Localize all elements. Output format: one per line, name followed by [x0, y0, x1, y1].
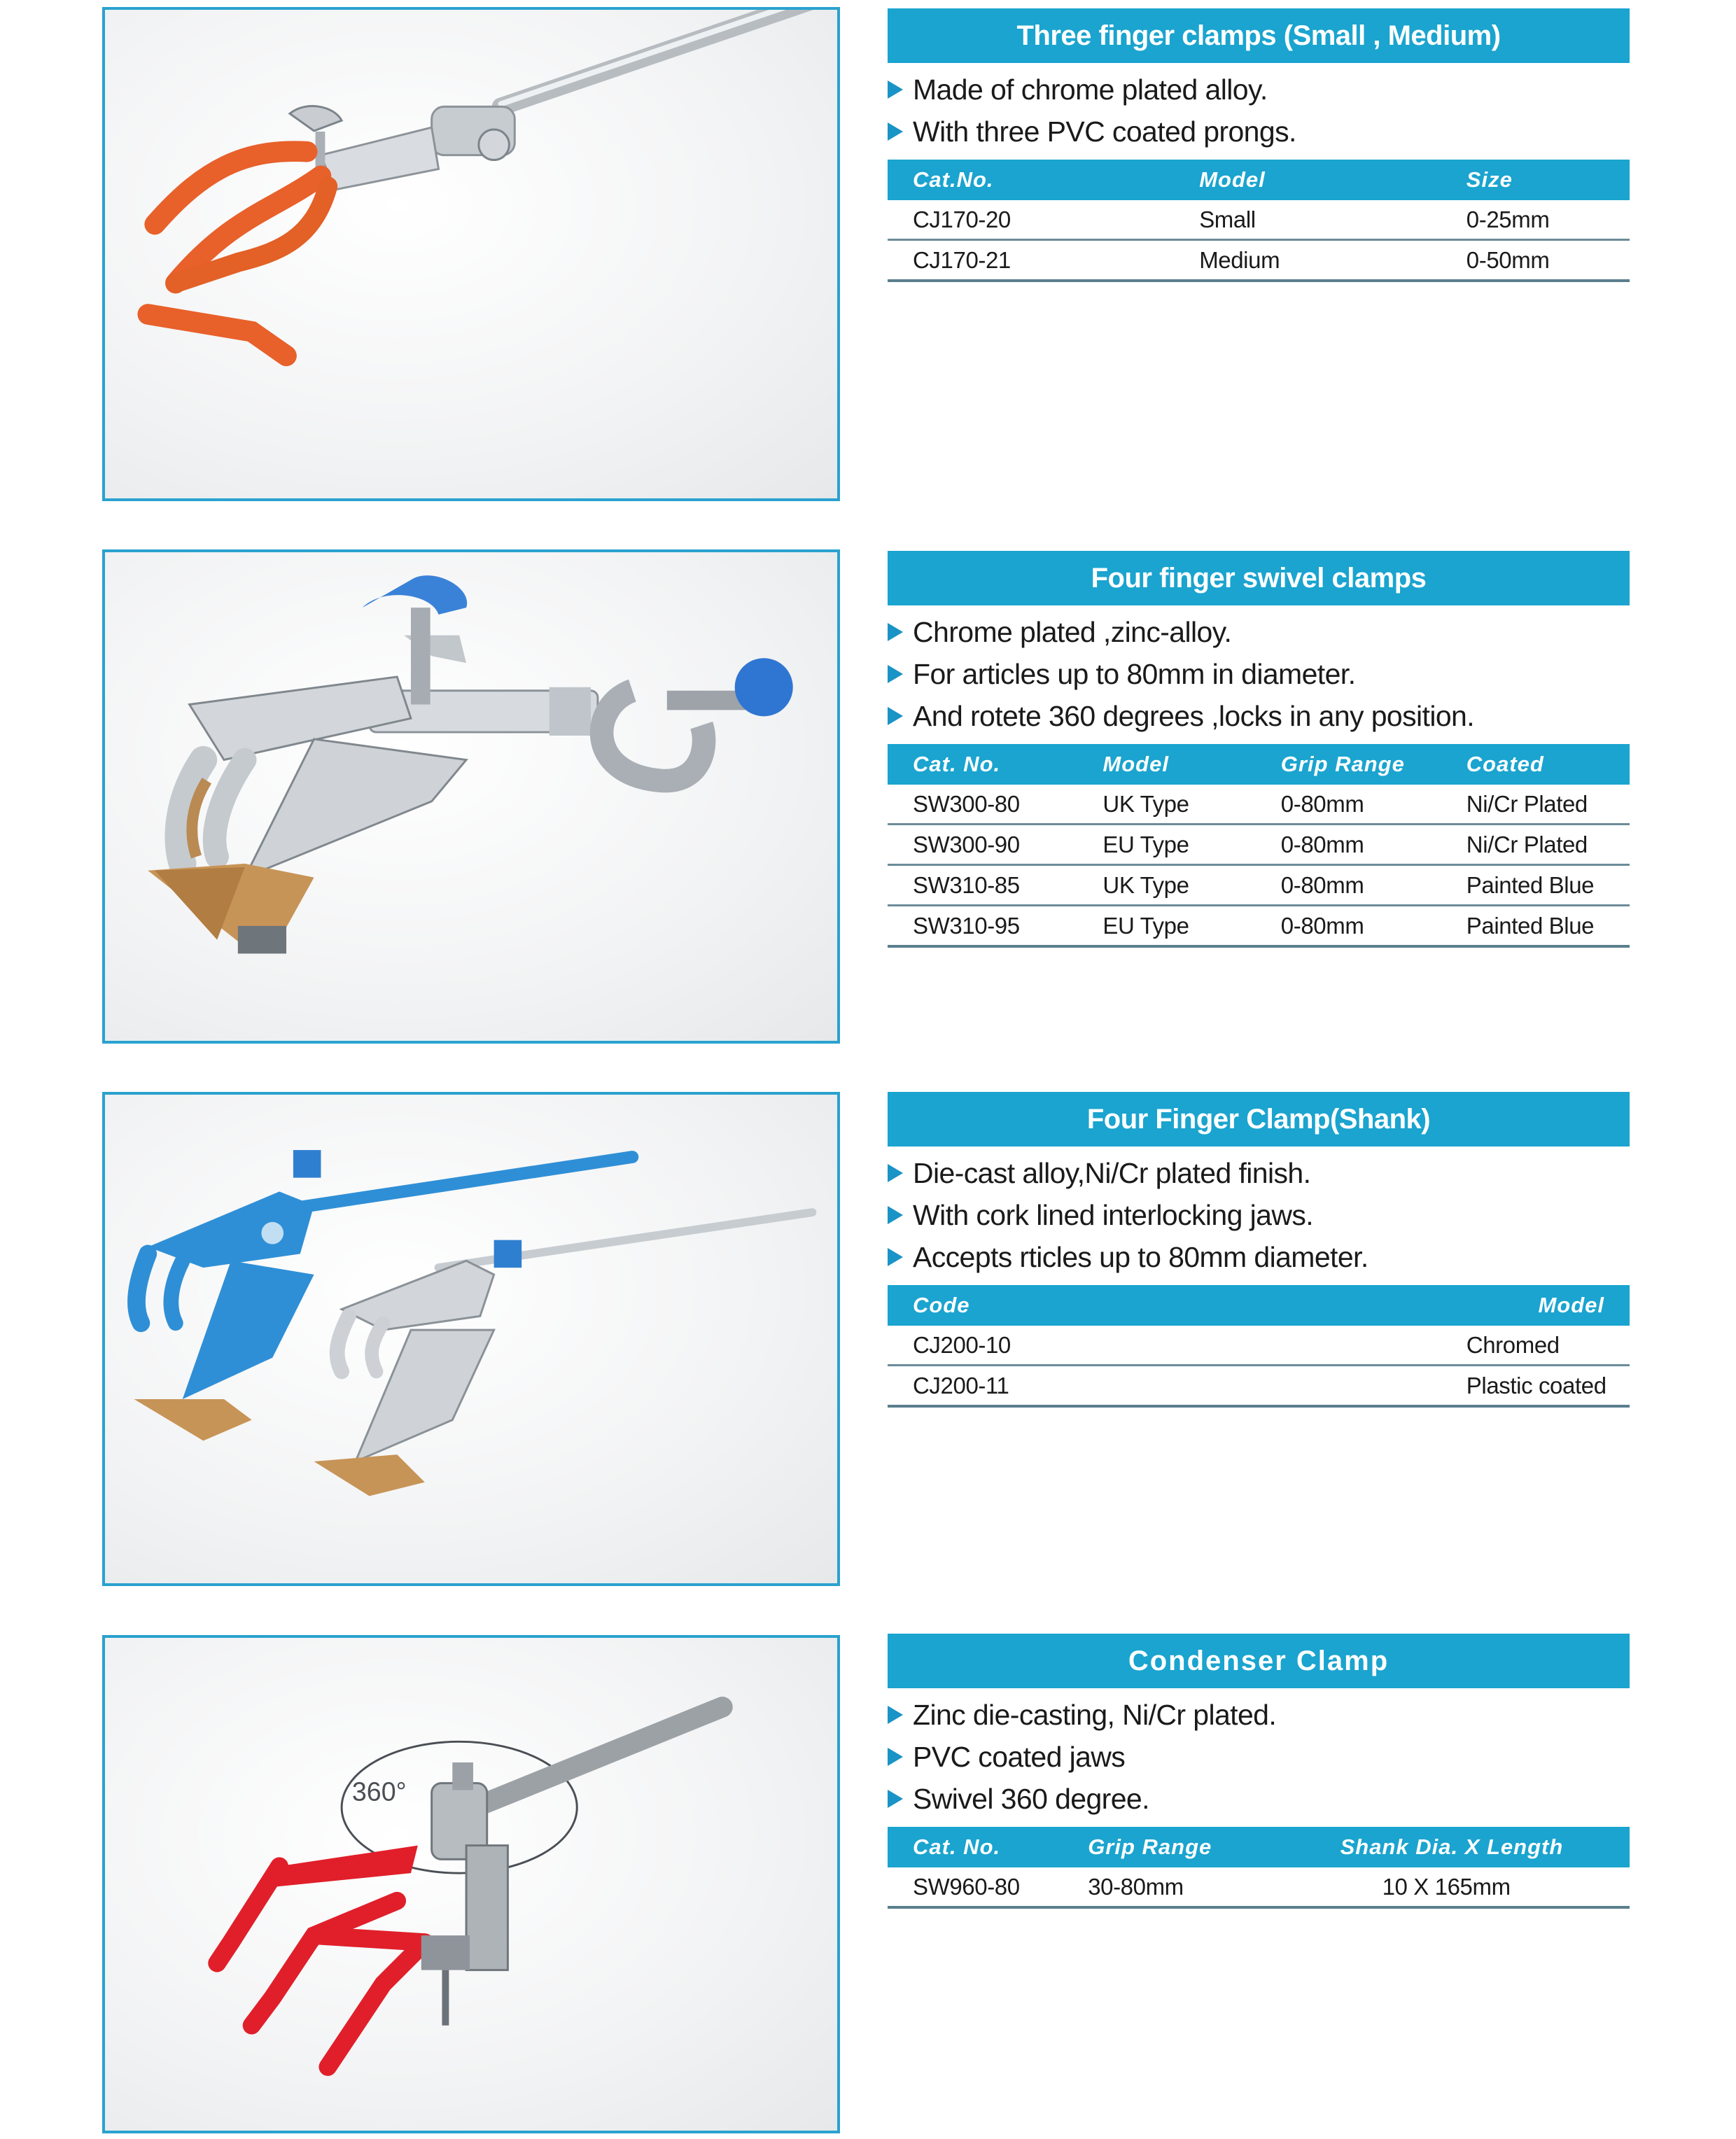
feature-text: PVC coated jaws	[913, 1741, 1126, 1773]
table-row	[888, 1326, 1630, 1366]
four-finger-swivel-clamp-illustration	[105, 552, 837, 1041]
feature-item	[888, 1694, 1630, 1736]
feature-item	[888, 111, 1630, 153]
feature-item	[888, 1236, 1630, 1278]
spec-table	[888, 744, 1630, 948]
feature-list	[888, 1152, 1630, 1278]
table-row	[888, 200, 1630, 240]
triangle-bullet-icon	[888, 122, 903, 141]
section-title: Three finger clamps (Small , Medium)	[888, 8, 1630, 63]
table-cell: 0-25mm	[1466, 200, 1630, 240]
column-header: Cat. No.	[888, 1827, 1088, 1867]
feature-item	[888, 611, 1630, 653]
table-row	[888, 906, 1630, 947]
column-header: Model	[1199, 160, 1466, 200]
feature-text: Accepts rticles up to 80mm diameter.	[913, 1241, 1368, 1273]
triangle-bullet-icon	[888, 707, 903, 725]
spec-table	[888, 1827, 1630, 1909]
table-row	[888, 240, 1630, 281]
table-cell: EU Type	[1102, 906, 1280, 947]
section-title: Four Finger Clamp(Shank)	[888, 1092, 1630, 1146]
table-cell: UK Type	[1102, 785, 1280, 825]
product-photo-four-finger-swivel-clamp	[102, 549, 840, 1044]
column-header: Cat.No.	[888, 160, 1199, 200]
feature-text: With three PVC coated prongs.	[913, 115, 1296, 148]
feature-item	[888, 653, 1630, 695]
triangle-bullet-icon	[888, 80, 903, 99]
table-header-row	[888, 1285, 1630, 1326]
column-header: Model	[1466, 1285, 1630, 1326]
triangle-bullet-icon	[888, 1206, 903, 1224]
table-cell: SW300-90	[888, 825, 1102, 865]
feature-text: Swivel 360 degree.	[913, 1783, 1149, 1815]
table-cell: CJ200-10	[888, 1326, 1466, 1366]
feature-item	[888, 1736, 1630, 1778]
section-four-finger-clamp-shank	[888, 1092, 1630, 1408]
column-header: Cat. No.	[888, 744, 1102, 785]
feature-item	[888, 69, 1630, 111]
table-cell: SW300-80	[888, 785, 1102, 825]
spec-table	[888, 1285, 1630, 1408]
product-photo-three-finger-clamp	[102, 7, 840, 501]
table-cell: Ni/Cr Plated	[1466, 825, 1630, 865]
table-cell: Painted Blue	[1466, 906, 1630, 947]
triangle-bullet-icon	[888, 623, 903, 641]
section-four-finger-swivel-clamps	[888, 551, 1630, 948]
feature-text: Zinc die-casting, Ni/Cr plated.	[913, 1699, 1277, 1731]
triangle-bullet-icon	[888, 665, 903, 683]
product-photo-four-finger-clamp-shank	[102, 1092, 840, 1586]
feature-item	[888, 1778, 1630, 1820]
table-cell: 0-80mm	[1281, 906, 1466, 947]
table-header-row	[888, 1827, 1630, 1867]
table-cell: UK Type	[1102, 865, 1280, 906]
table-cell: EU Type	[1102, 825, 1280, 865]
triangle-bullet-icon	[888, 1706, 903, 1724]
feature-text: With cork lined interlocking jaws.	[913, 1199, 1314, 1231]
table-cell: Ni/Cr Plated	[1466, 785, 1630, 825]
table-row	[888, 865, 1630, 906]
table-header-row	[888, 160, 1630, 200]
table-row	[888, 785, 1630, 825]
feature-item	[888, 1194, 1630, 1236]
table-cell: CJ200-11	[888, 1366, 1466, 1407]
column-header: Code	[888, 1285, 1466, 1326]
table-cell: CJ170-20	[888, 200, 1199, 240]
table-cell: Medium	[1199, 240, 1466, 281]
column-header: Model	[1102, 744, 1280, 785]
triangle-bullet-icon	[888, 1248, 903, 1266]
triangle-bullet-icon	[888, 1748, 903, 1766]
table-cell: SW960-80	[888, 1867, 1088, 1907]
table-cell: 0-80mm	[1281, 865, 1466, 906]
product-photo-condenser-clamp	[102, 1635, 840, 2133]
column-header: Grip Range	[1088, 1827, 1340, 1867]
feature-text: Made of chrome plated alloy.	[913, 73, 1268, 106]
feature-list	[888, 69, 1630, 153]
table-row	[888, 825, 1630, 865]
table-cell: Plastic coated	[1466, 1366, 1630, 1407]
table-cell: Chromed	[1466, 1326, 1630, 1366]
condenser-clamp-illustration	[105, 1638, 837, 2131]
table-cell: CJ170-21	[888, 240, 1199, 281]
feature-text: Die-cast alloy,Ni/Cr plated finish.	[913, 1157, 1311, 1189]
rotation-label: 360°	[351, 1776, 407, 1807]
table-cell: 30-80mm	[1088, 1867, 1340, 1907]
section-condenser-clamp	[888, 1634, 1630, 1909]
feature-list	[888, 1694, 1630, 1820]
table-header-row	[888, 744, 1630, 785]
table-cell: 0-50mm	[1466, 240, 1630, 281]
column-header: Size	[1466, 160, 1630, 200]
feature-text: Chrome plated ,zinc-alloy.	[913, 616, 1232, 648]
feature-item	[888, 1152, 1630, 1194]
triangle-bullet-icon	[888, 1164, 903, 1182]
spec-table	[888, 160, 1630, 282]
feature-list	[888, 611, 1630, 737]
table-cell: SW310-95	[888, 906, 1102, 947]
section-three-finger-clamps	[888, 8, 1630, 282]
table-cell: 0-80mm	[1281, 785, 1466, 825]
section-title: Four finger swivel clamps	[888, 551, 1630, 605]
table-cell: 10 X 165mm	[1340, 1867, 1630, 1907]
table-cell: SW310-85	[888, 865, 1102, 906]
table-cell: 0-80mm	[1281, 825, 1466, 865]
feature-text: For articles up to 80mm in diameter.	[913, 658, 1356, 690]
table-row	[888, 1867, 1630, 1907]
column-header: Shank Dia. X Length	[1340, 1827, 1630, 1867]
table-row	[888, 1366, 1630, 1407]
column-header: Grip Range	[1281, 744, 1466, 785]
feature-text: And rotete 360 degrees ,locks in any position.	[913, 700, 1475, 732]
table-cell: Small	[1199, 200, 1466, 240]
three-finger-clamp-illustration	[105, 10, 837, 498]
four-finger-clamp-shank-illustration	[105, 1095, 837, 1583]
section-title: Condenser Clamp	[888, 1634, 1630, 1688]
triangle-bullet-icon	[888, 1790, 903, 1808]
feature-item	[888, 695, 1630, 737]
column-header: Coated	[1466, 744, 1630, 785]
table-cell: Painted Blue	[1466, 865, 1630, 906]
